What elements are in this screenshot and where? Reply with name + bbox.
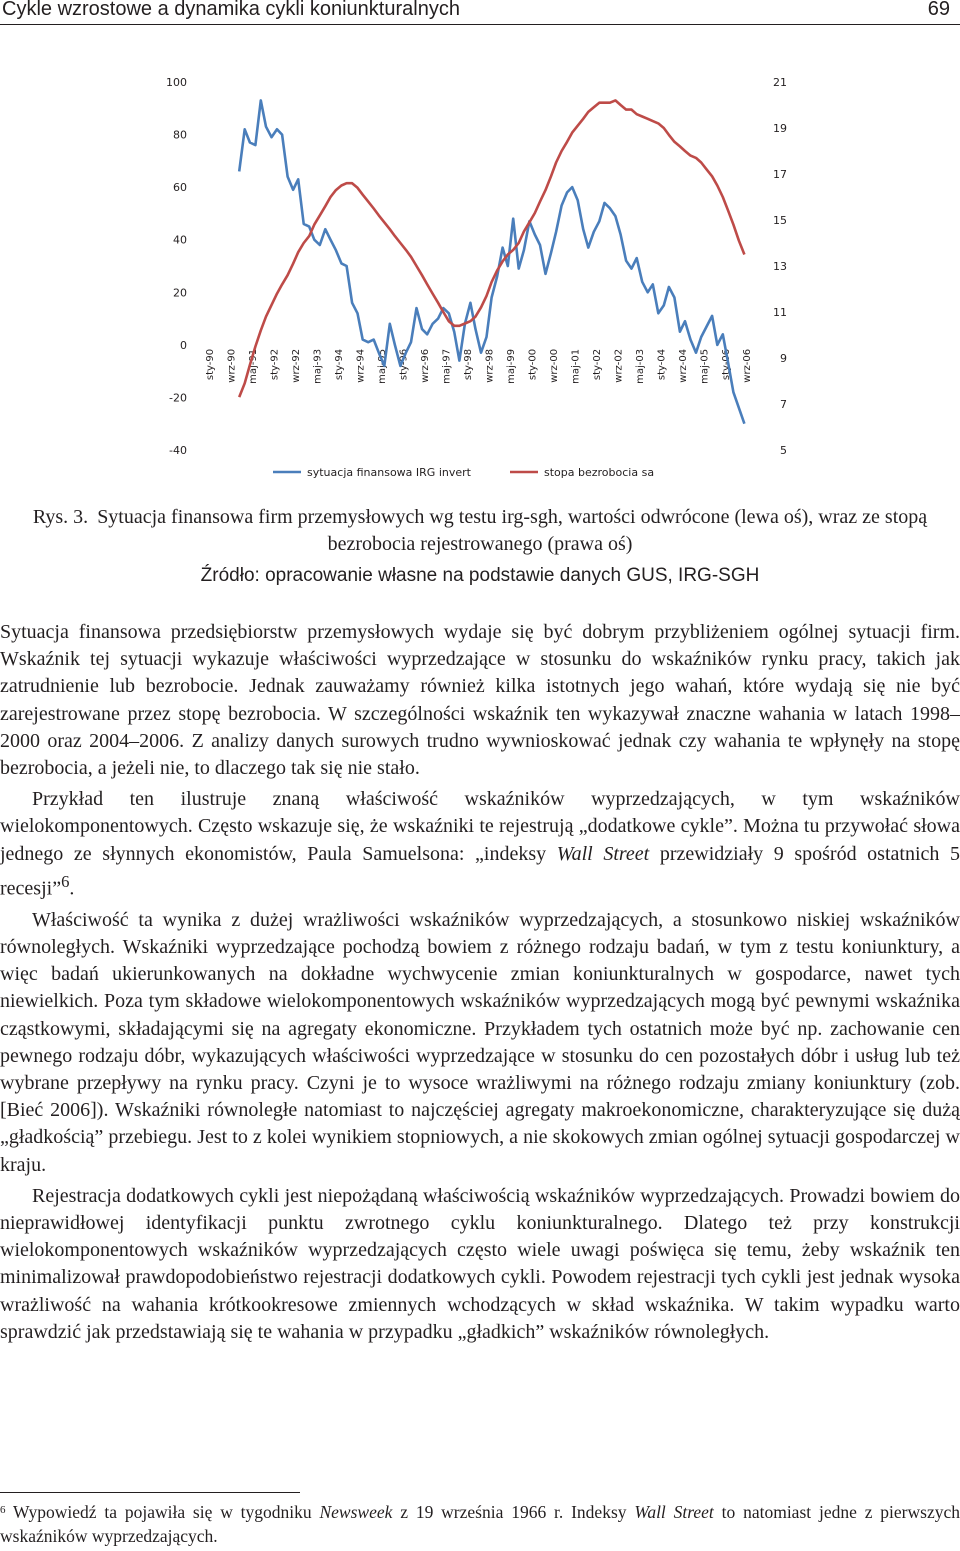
right-axis-tick-label: 21: [773, 76, 787, 89]
x-axis-tick-label: wrz-04: [677, 348, 689, 383]
right-axis-tick-label: 19: [773, 122, 787, 135]
x-axis-tick-label: sty-92: [269, 348, 281, 381]
right-axis-tick-label: 5: [780, 444, 787, 457]
paragraph-2-italic: Wall Street: [556, 842, 650, 865]
footnote-reference[interactable]: 6: [61, 871, 70, 891]
right-axis-tick-label: 13: [773, 260, 787, 273]
x-axis-tick-label: wrz-00: [548, 348, 560, 383]
figure-caption-label: Rys. 3.: [32, 506, 89, 528]
x-axis-tick-label: wrz-90: [226, 348, 238, 383]
body-text: [0, 619, 960, 1346]
figure-chart: [155, 60, 805, 490]
right-axis-tick-label: 7: [780, 398, 787, 411]
x-axis-tick-label: maj-95: [376, 348, 388, 384]
left-axis-tick-label: -40: [169, 444, 187, 457]
x-axis-tick-label: wrz-96: [419, 348, 431, 383]
figure-caption-text: Sytuacja finansowa firm przemysłowych wg testu irg-sgh, wartości odwrócone (lewa oś), wraz ze stopą bezrobocia rejestrowanego (prawa oś): [97, 506, 928, 555]
x-axis-tick-label: wrz-94: [355, 348, 367, 383]
x-axis-tick-label: maj-97: [441, 348, 453, 384]
right-axis-tick-label: 9: [780, 352, 787, 365]
paragraph-2: [0, 786, 960, 902]
right-axis-tick-label: 11: [773, 306, 787, 319]
footnote-text-b: z 19 września 1966 r. Indeksy: [392, 1502, 635, 1522]
left-axis-tick-label: 0: [180, 338, 187, 352]
footnote-rule: [0, 1492, 300, 1493]
legend-label: sytuacja finansowa IRG invert: [307, 466, 471, 479]
x-axis-tick-label: maj-03: [634, 348, 646, 384]
left-axis-tick-label: -20: [169, 391, 187, 405]
left-axis-tick-label: 80: [173, 128, 187, 142]
footnote-text-a: Wypowiedź ta pojawiła się w tygodniku: [13, 1502, 320, 1522]
x-axis-tick-label: wrz-06: [742, 348, 754, 383]
right-axis-tick-label: 15: [773, 214, 787, 227]
footnote-text-c: to natomiast jedne z pierwszych wskaźników wyprzedzających.: [0, 1502, 960, 1546]
x-axis-tick-label: sty-90: [205, 348, 216, 381]
x-axis-tick-label: wrz-02: [613, 348, 625, 383]
page-number: 69: [927, 0, 950, 20]
paragraph-2-text-a: Przykład ten ilustruje znaną właściwość wskaźników wyprzedzających, w tym wskaźników wielokomponentowych. Często wskazuje się, że wskaźniki te rejestrują „dodatkowe cykle”. Można tu przywołać słowa jednego ze słynnych ekonomistów, Paula Samuelsona: „indeksy: [0, 788, 960, 865]
x-axis-tick-label: sty-94: [333, 348, 345, 381]
running-header: [0, 0, 960, 25]
legend-label: stopa bezrobocia sa: [544, 466, 655, 479]
left-axis-tick-label: 20: [173, 286, 187, 300]
footnote-number: 6: [0, 1504, 6, 1516]
x-axis-tick-label: maj-01: [570, 348, 582, 384]
paragraph-4: Rejestracja dodatkowych cykli jest niepożądaną właściwością wskaźników wyprzedzających. Prowadzi bowiem do nieprawidłowej identyfikacji punktu zwrotnego cyklu koniunkturalnego. Dlatego też przy konstrukcji wielokomponentowych wskaźników wyprzedzających często wiele uwagi poświęca się temu, żeby wskaźnik ten minimalizował prawdopodobieństwo rejestracji dodatkowych cykli. Powodem rejestracji tych cykli jest jednak wysoka wrażliwość na wahania krótkookresowe zmiennych wchodzących w skład wskaźnika. W takim wypadku warto sprawdzić jak przedstawiają się te wahania w przypadku „gładkich” wskaźników równoległych.: [0, 1184, 960, 1343]
right-axis-tick-label: 17: [773, 168, 787, 181]
paragraph-3: Właściwość ta wynika z dużej wrażliwości wskaźników wyprzedzających, a stosunkowo niskiej wskaźników równoległych. Wskaźniki wyprzedzające pochodzą bowiem z różnego rodzaju badań, w tym z testu koniunktury, a więc badań ukierunkowanych na dokładne wychwycenie zmian koniunkturalnych w gospodarce, nawet tych niewielkich. Poza tym składowe wielokomponentowych wskaźników wyprzedzających mogą być pewnymi wskaźnika cząstkowymi, składającymi się na agregaty ekonomiczne. Przykładem tych ostatnich może być np. zachowanie cen pewnego rodzaju dóbr, wykazujących właściwości wyprzedzające w stosunku do cen pozostałych dóbr i usług lub też wybrane przepływy na rynku pracy. Czyni je to wysoce wrażliwymi na różnego rodzaju zmiany koniunktury (zob. [Bieć 2006]). Wskaźniki równoległe natomiast to najczęściej agregaty makroekonomiczne, charakteryzujące się dużą „gładkością” przebiegu. Jest to z kolei wynikiem stopniowych, a nie skokowych zmian ogólnej sytuacji gospodarczej w kraju.: [0, 908, 960, 1176]
left-axis-tick-label: 60: [173, 181, 187, 195]
x-axis-tick-label: sty-06: [720, 348, 732, 381]
x-axis-tick-label: maj-93: [312, 348, 324, 384]
x-axis-tick-label: sty-00: [527, 348, 539, 381]
x-axis-tick-label: maj-99: [505, 348, 517, 384]
paragraph-1: Sytuacja finansowa przedsiębiorstw przemysłowych wydaje się być dobrym przybliżeniem ogólnej sytuacji firm. Wskaźnik tej sytuacji wykazuje właściwości wyprzedzające w stosunku do wskaźników rynku pracy, takich jak zatrudnienie lub bezrobocie. Jednak zauważamy również kilka istotnych jego wahań, które wydają się nie być zarejestrowane przez stopę bezrobocia. W szczególności wskaźnik ten wykazywał znaczne wahania w latach 1998–2000 oraz 2004–2006. Z analizy danych surowych trudno wywnioskować jednak czy wahania te wpłynęły na stopę bezrobocia, a jeżeli nie, to dlaczego tak się nie stało.: [0, 621, 960, 780]
x-axis-tick-label: sty-98: [462, 348, 474, 381]
paragraph-2-text-c: .: [69, 877, 75, 900]
footnote-italic-newsweek: Newsweek: [319, 1502, 393, 1522]
footnote-italic-wall-street: Wall Street: [634, 1502, 714, 1522]
x-axis-tick-label: wrz-92: [290, 348, 302, 383]
left-axis-tick-label: 100: [166, 76, 187, 89]
x-axis-tick-label: sty-96: [398, 348, 410, 381]
x-axis-tick-label: wrz-98: [484, 348, 496, 383]
x-axis-tick-label: maj-05: [699, 348, 711, 384]
x-axis-tick-label: maj-91: [247, 348, 259, 384]
running-header-title: Cykle wzrostowe a dynamika cykli koniunkturalnych: [2, 0, 460, 20]
paragraph-2-text-b: przewidziały 9 spośród ostatnich 5 recesji”: [0, 842, 960, 900]
x-axis-tick-label: sty-02: [591, 348, 603, 381]
footnote: [0, 1500, 960, 1548]
x-axis-tick-label: sty-04: [656, 348, 668, 381]
figure-caption: [0, 504, 960, 558]
chart-svg: [155, 60, 805, 490]
figure-source: Źródło: opracowanie własne na podstawie danych GUS, IRG-SGH: [200, 565, 760, 586]
left-axis-tick-label: 40: [173, 233, 187, 247]
